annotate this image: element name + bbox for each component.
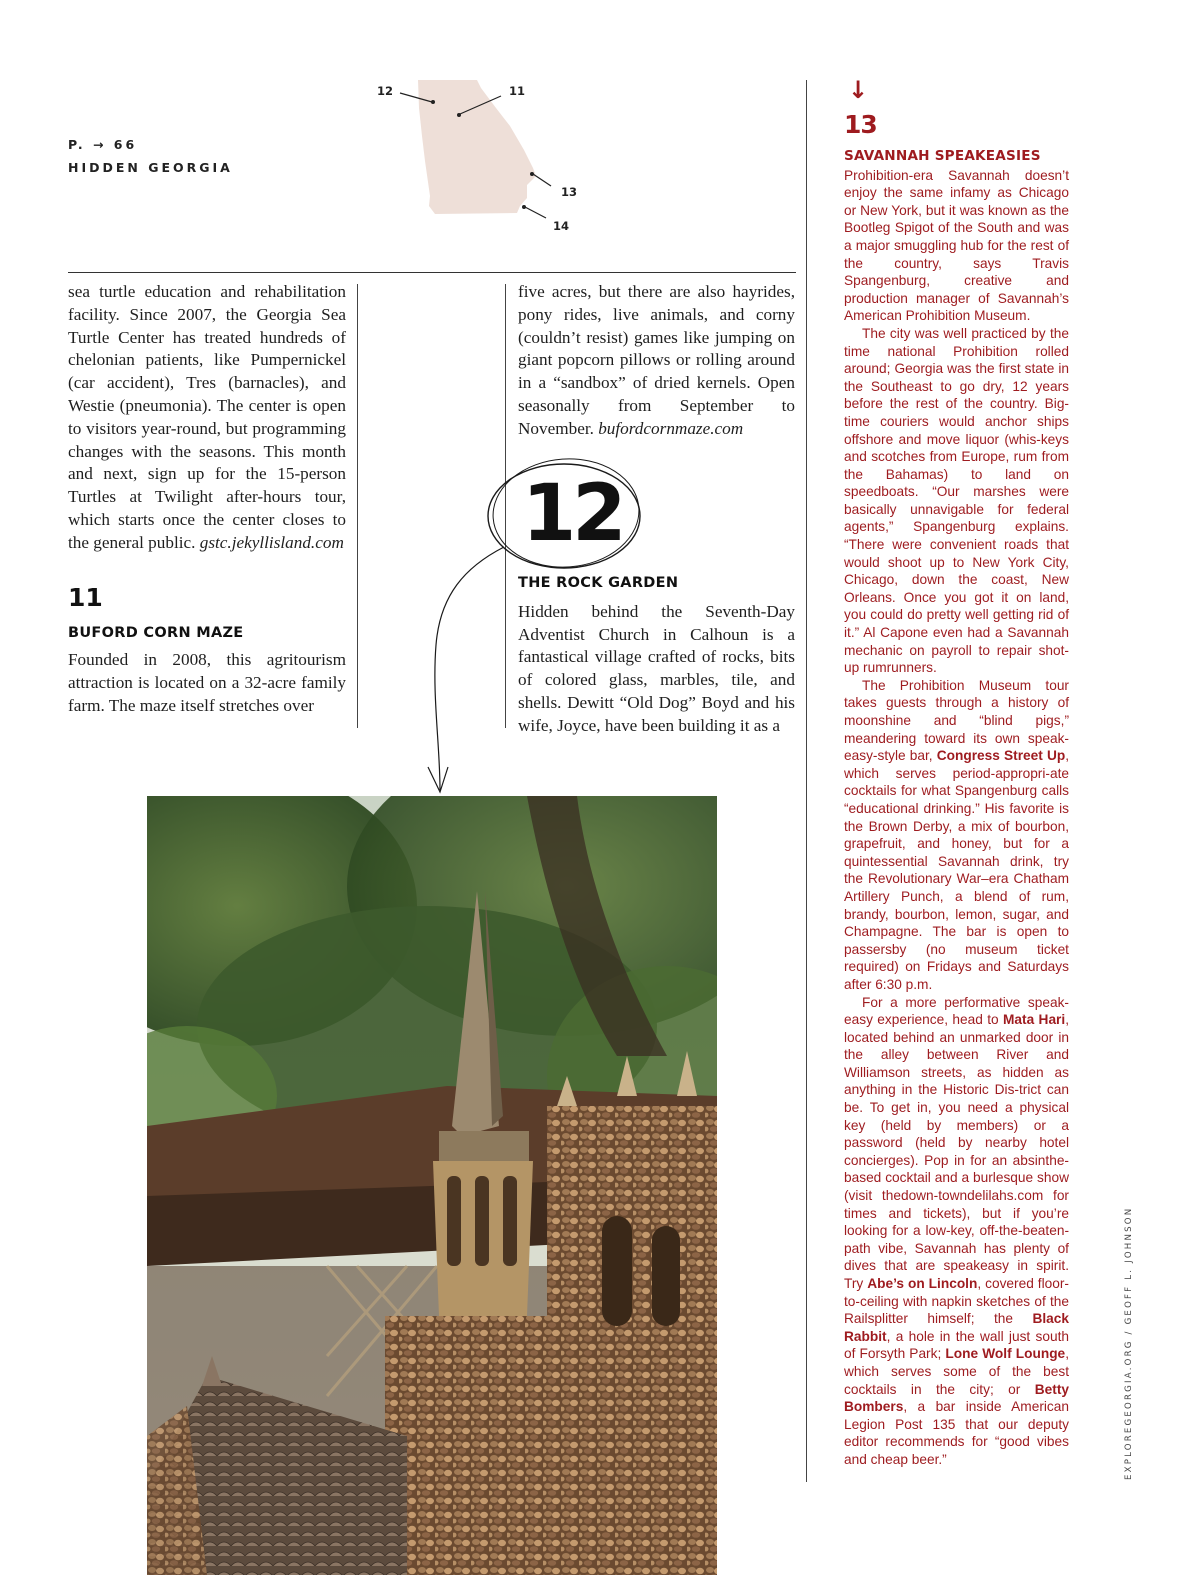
gstc-link[interactable]: gstc.jekyllisland.com	[199, 532, 344, 552]
doodle-arrowhead	[428, 767, 448, 792]
article-column-1	[68, 281, 346, 718]
black-rabbit-name: Black Rabbit	[844, 1311, 1069, 1344]
article-column-2	[518, 281, 795, 441]
entry-11-title: BUFORD CORN MAZE	[68, 624, 244, 641]
column-divider-left	[357, 284, 358, 728]
entry-12-text: Hidden behind the Seventh-Day Adventist Church in Calhoun is a fantastical village crafted of rocks, bits of colored glass, marbles, tile, and shells. Dewitt “Old Dog” Boyd and his wife, Joyce, have been building it as a	[518, 601, 795, 735]
sidebar-paragraph-2: The city was well practiced by the time national Prohibition rolled around; Georgia was the first state in the Southeast to go dry, 12 years before the rest of the country. Big-time couriers would anchor ships offshore and move liquor (whis-keys and scotches from Europe, rum from the Bahamas) to land on speedboats. “Our marshes were basically unnavigable for federal agents,” Spangenburg explains. “There were convenient roads that would shoot up to New York City, Chicago, down the coast, New Orleans. Once you got it on land, you could do pretty well getting rid of it.” Al Capone even had a Savannah mechanic on payroll to repair shot-up rumrunners.	[844, 325, 1069, 676]
sidebar-title: SAVANNAH SPEAKEASIES	[844, 148, 1041, 164]
rock-garden-photo	[147, 796, 717, 1575]
sidebar-number: 13	[844, 110, 877, 139]
corn-maze-text: five acres, but there are also hayrides, pony rides, live animals, and corny (couldn’t resist) games like jumping on giant popcorn pillows or rolling around in a “sandbox” of dried kernels. Open seasonally from September to November.	[518, 282, 795, 438]
congress-street-up-name: Congress Street Up	[936, 748, 1066, 764]
marker-line-14	[525, 207, 546, 218]
p4-text-f: , a bar inside American Legion Post 135 that our deputy editor recommends for “good vibes and cheap beer.”	[844, 1399, 1069, 1467]
entry-12-number: 12	[522, 469, 623, 559]
georgia-silhouette	[418, 80, 536, 214]
bufordcornmaze-link[interactable]: bufordcornmaze.com	[598, 418, 744, 438]
marker-dot-13	[530, 172, 534, 176]
entry-12-block	[518, 572, 795, 738]
map-label-11: 11	[509, 84, 526, 98]
p4-text-e: , which serves some of the best cocktails in the city; or	[844, 1346, 1069, 1397]
page-reference: P. → 66	[68, 137, 138, 152]
abes-on-lincoln-name: Abe’s on Lincoln	[867, 1276, 978, 1291]
page-folio	[68, 133, 233, 179]
entry-11-text: Founded in 2008, this agritourism attraction is located on a 32-acre family farm. The maze itself stretches over	[68, 650, 346, 715]
p4-text-a: For a more performative speak-easy experience, head to	[844, 994, 1069, 1028]
marker-line-13	[533, 174, 551, 186]
sidebar-arrow-icon: ↓	[848, 76, 869, 104]
sidebar-article	[844, 148, 1069, 1469]
sidebar-divider	[806, 80, 807, 1482]
map-label-13: 13	[561, 185, 578, 199]
georgia-map-shape	[370, 76, 580, 236]
p3-text-a: The Prohibition Museum tour takes guests through a history of moonshine and “blind pigs,” meandering toward its own speak-easy-style bar,	[844, 677, 1069, 764]
rock-garden-illustration	[147, 796, 717, 1575]
section-title: HIDDEN GEORGIA	[68, 160, 233, 175]
sea-turtle-paragraph	[68, 281, 346, 555]
betty-bombers-name: Betty Bombers	[844, 1381, 1069, 1415]
p4-text-d: , a hole in the wall just south of Forsyth Park;	[844, 1328, 1069, 1362]
sidebar-paragraph-1: Prohibition-era Savannah doesn’t enjoy the same infamy as Chicago or New York, but it was known as the Bootleg Spigot of the South and was a major smuggling hub for the rest of the country, says Travis Spangenburg, creative and production manager of Savannah’s American Prohibition Museum.	[844, 167, 1069, 324]
sidebar-paragraph-4	[844, 994, 1069, 1469]
georgia-locator-map	[370, 76, 580, 236]
photo-credit: EXPLOREGEORGIA.ORG / GEOFF L. JOHNSON	[1124, 1206, 1134, 1480]
map-label-12: 12	[377, 84, 394, 98]
entry-11-number: 11	[68, 582, 103, 612]
lone-wolf-lounge-name: Lone Wolf Lounge	[945, 1346, 1066, 1362]
doodle-arrow-line	[435, 547, 504, 790]
entry-12-title: THE ROCK GARDEN	[518, 575, 679, 591]
marker-dot-11	[457, 113, 461, 117]
top-rule	[68, 272, 796, 273]
p3-text-b: , which serves period-appropri-ate cocktails for what Spangenburg calls “educational drinking.” His favorite is the Brown Derby, a mix of bourbon, grapefruit, and honey, but for a quintessential Savannah drink, try the Revolutionary War–era Chatham Artillery Punch, a blend of rum, brandy, bourbon, lemon, sugar, and Champagne. The bar is open to passersby (no museum ticket required) on Fridays and Saturdays after 6:30 p.m.	[844, 748, 1069, 992]
marker-dot-14	[522, 205, 526, 209]
p4-text-b: , located behind an unmarked door in the alley between River and Williamson streets, as hidden as anything in the Historic Dis-trict can be. To get in, you need a physical key (held by members) or a password (held by nearby hotel concierges). Pop in for an absinthe-based cocktail and a burlesque show (visit thedown-towndelilahs.com for times and tickets), but if you’re looking for a low-key, off-the-beaten-path vibe, Savannah has plenty of dives that are speakeasy in spirit. Try	[844, 1012, 1070, 1291]
p4-text-c: , covered floor-to-ceiling with napkin sketches of the Railsplitter himself; the	[844, 1276, 1069, 1327]
marker-dot-12	[431, 100, 435, 104]
sea-turtle-text: sea turtle education and rehabilitation facility. Since 2007, the Georgia Sea Turtle Center has treated hundreds of chelonian patients, like Pumpernickel (car accident), Tres (barnacles), and Westie (pneumonia). The center is open to visitors year-round, but programming changes with the seasons. This month and next, sign up for the 15-person Turtles at Twilight after-hours tour, which starts once the center closes to the general public.	[68, 282, 346, 552]
sidebar-paragraph-3	[844, 677, 1069, 994]
map-label-14: 14	[553, 219, 570, 233]
corn-maze-paragraph	[518, 281, 795, 441]
mata-hari-name: Mata Hari	[1003, 1012, 1066, 1028]
